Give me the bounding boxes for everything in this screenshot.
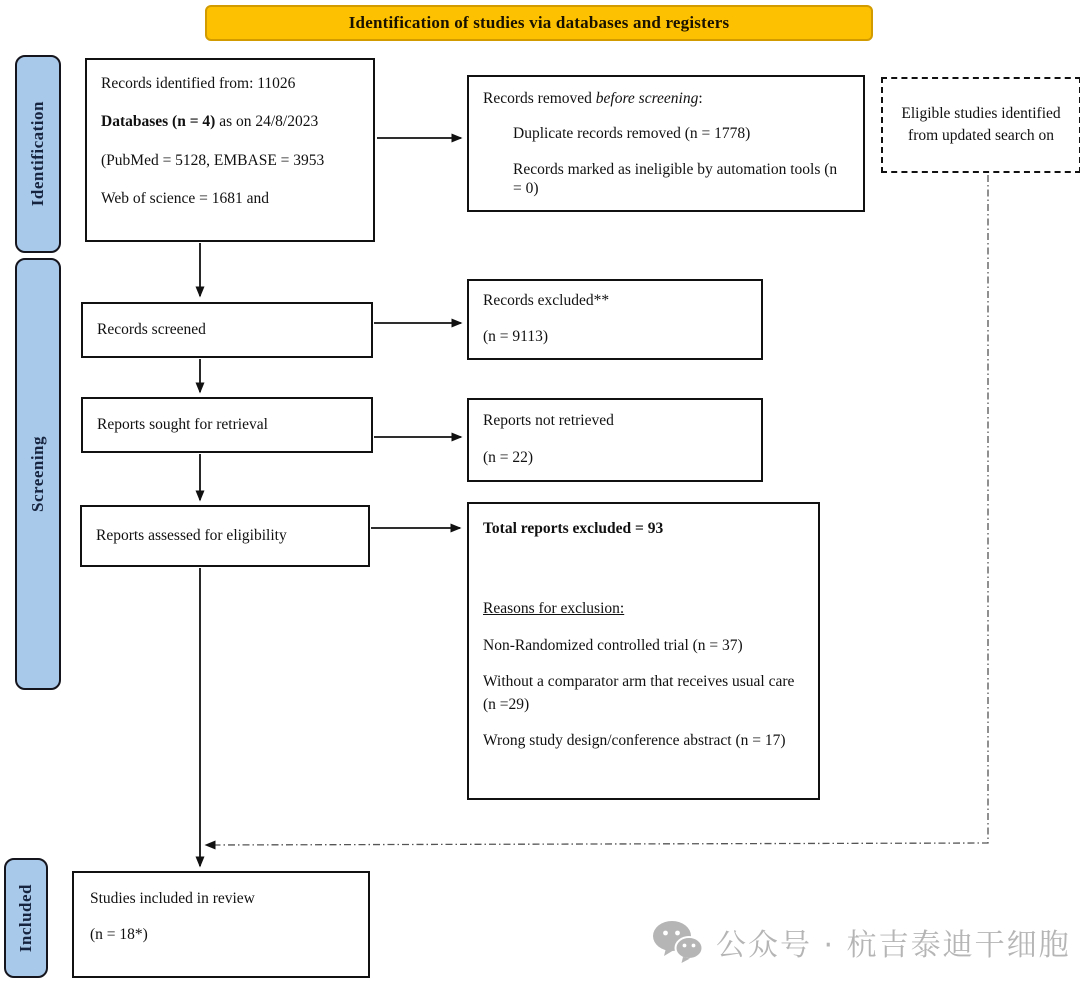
records-identified-line2: Databases (n = 4) as on 24/8/2023 [101,113,319,131]
reports-not-retrieved-box [467,398,763,482]
watermark-text: 公众号 · 杭吉泰迪干细胞 [716,928,1071,963]
reports-sought-box [81,397,373,453]
total-reports-excluded-box [467,502,820,800]
stage-label-included-text: Included [16,883,35,953]
stage-label-identification [15,55,61,253]
records-screened-text: Records screened [97,321,206,339]
total-excluded-title: Total reports excluded = 93 [483,520,664,537]
reports-not-retrieved-line1: Reports not retrieved [483,412,614,429]
stage-label-identification-text: Identification [28,101,47,207]
records-excluded-box [467,279,763,360]
exclusion-reason-1: Non-Randomized controlled trial (n = 37) [483,636,743,654]
reasons-for-exclusion-heading: Reasons for exclusion: [483,600,625,618]
exclusion-reason-3: Wrong study design/conference abstract (n = 17) [483,732,786,750]
records-removed-item1: Duplicate records removed (n = 1778) [513,125,751,143]
banner-title-bar [205,5,873,41]
stage-label-screening-text: Screening [28,436,47,512]
reports-sought-text: Reports sought for retrieval [97,416,268,434]
records-excluded-line1: Records excluded** [483,292,610,309]
records-excluded-line2: (n = 9113) [483,328,548,346]
reports-assessed-box [80,505,370,567]
records-screened-box [81,302,373,358]
records-identified-box [85,58,375,242]
watermark [652,916,1072,968]
records-removed-title: Records removed before screening: [483,90,703,107]
records-removed-item2: Records marked as ineligible by automation tools (n = 0) [513,160,838,198]
stage-label-included [4,858,48,978]
records-identified-line1: Records identified from: 11026 [101,75,296,92]
eligible-updated-search-text: Eligible studies identified from updated search on [901,104,1061,144]
records-identified-line4: Web of science = 1681 and [101,190,270,208]
reports-assessed-text: Reports assessed for eligibility [96,527,287,545]
records-identified-line3: (PubMed = 5128, EMBASE = 3953 [101,151,325,169]
studies-included-line1: Studies included in review [90,890,255,907]
eligible-updated-search-box [881,77,1080,173]
studies-included-line2: (n = 18*) [90,926,148,944]
exclusion-reason-2: Without a comparator arm that receives usual care (n =29) [483,673,795,713]
records-removed-box [467,75,865,212]
banner-title: Identification of studies via databases and registers [348,13,730,32]
reports-not-retrieved-line2: (n = 22) [483,449,534,467]
studies-included-box [72,871,370,978]
wechat-icon [652,920,704,964]
stage-label-screening [15,258,61,690]
